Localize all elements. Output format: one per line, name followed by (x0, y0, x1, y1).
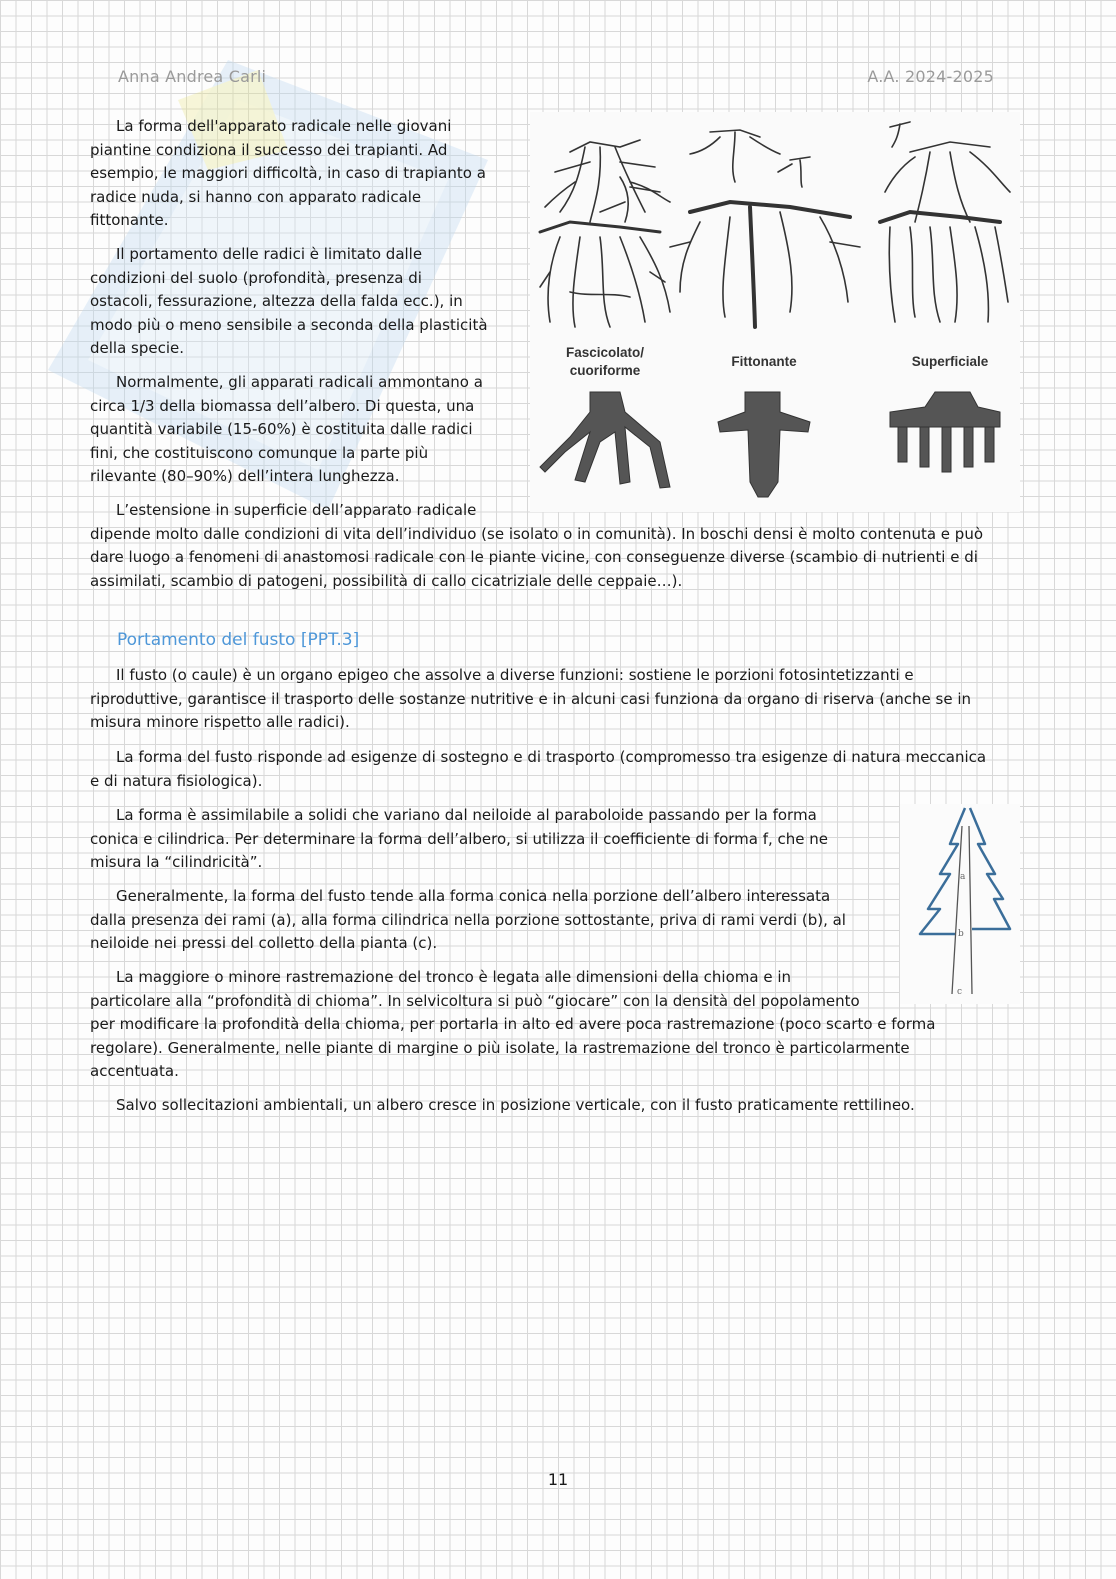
paragraph-10: Salvo sollecitazioni ambientali, un albero cresce in posizione verticale, con il fusto praticamente rettilineo. (116, 1096, 915, 1114)
tree-shape-figure (900, 804, 1020, 1004)
root-sketch-4 (778, 157, 810, 187)
paragraph-8: Generalmente, la forma del fusto tende alla forma conica nella porzione dell’albero interessata dalla presenza dei rami (a), alla forma cilindrica nella porzione sottostante, priva di rami verdi (b), al neiloide nei pressi del colletto della pianta (c). (90, 887, 846, 953)
paragraph-4: L’estensione in superficie dell’apparato radicale dipende molto dalle condizioni di vita dell’individuo (se isolato o in comunità). In boschi densi è molto contenuta e può dare luogo a fenomeni di anastomosi radicale con le piante vicine, con conseguenze diverse (scambio di nutrienti e di assimilati, scambio di patogeni, possibilità di callo cicatriziale delle ceppaie…). (90, 501, 984, 590)
section-heading: Portamento del fusto [PPT.3] (117, 630, 360, 650)
root-sketch-superficiale (880, 212, 1008, 322)
root-sketch-5 (885, 122, 1010, 222)
header-author: Anna Andrea Carli (118, 67, 267, 86)
label-cuoriforme: cuoriforme (569, 363, 641, 378)
paragraph-6: La forma del fusto risponde ad esigenze di sostegno e di trasporto (compromesso tra esigenze di natura meccanica e di natura fisiologica). (90, 748, 987, 790)
paragraph-7: La forma è assimilabile a solidi che variano dal neiloide al paraboloide passando per la forma conica e cilindrica. Per determinare la forma dell’albero, si utilizza il coefficiente di forma f, che ne misura la “cilindricità”. (90, 806, 829, 872)
page-number: 11 (547, 1470, 569, 1489)
root-schematics (540, 392, 1000, 497)
schematic-fittonante (718, 392, 810, 497)
tree-label-a: a (960, 872, 966, 882)
header-year: A.A. 2024-2025 (867, 67, 994, 86)
root-types-figure (530, 112, 1020, 512)
root-types-illustration (530, 112, 1020, 512)
label-fascicolato: Fascicolato/ (565, 345, 645, 360)
paragraph-3: Normalmente, gli apparati radicali ammontano a circa 1/3 della biomassa dell’albero. Di questa, una quantità variabile (15-60%) è costituita dalle radici fini, che costituiscono comunque la parte più rilevante (80–90%) dell’intera lunghezza. (90, 373, 483, 486)
paragraph-1: La forma dell'apparato radicale nelle giovani piantine condiziona il successo dei trapianti. Ad esempio, le maggiori difficoltà, in caso di trapianto a radice nuda, si hanno con apparato radicale fittonante. (90, 117, 486, 230)
root-sketch-fascicolato (540, 222, 670, 327)
paragraph-5: Il fusto (o caule) è un organo epigeo che assolve a diverse funzioni: sostiene le porzioni fotosintetizzanti e riproduttive, garantisce il trasporto delle sostanze nutritive e in alcuni casi funziona da organo di riserva (anche se in misura minore rispetto alle radici). (90, 666, 972, 732)
root-sketch-2 (600, 177, 660, 222)
paragraph-9: La maggiore o minore rastremazione del tronco è legata alle dimensioni della chioma e in particolare alla “profondità di chioma”. In selvicoltura si può “giocare” con la densità del popolamento per modificare la profondità della chioma, per portarla in alto ed avere poca rastremazione (poco scarto e forma regolare). Generalmente, nelle piante di margine o più isolate, la rastremazione del tronco è particolarmente accentuata. (90, 968, 936, 1081)
label-superficiale: Superficiale (911, 354, 989, 369)
root-sketch-3 (690, 130, 780, 182)
schematic-superficiale (890, 392, 1000, 472)
tree-label-b: b (958, 929, 964, 939)
label-fittonante: Fittonante (731, 354, 797, 369)
tree-label-c: c (957, 987, 963, 997)
tree-shape-illustration (900, 804, 1020, 1004)
paragraph-2: Il portamento delle radici è limitato dalle condizioni del suolo (profondità, presenza di ostacoli, fessurazione, altezza della falda ecc.), in modo più o meno sensibile a seconda della plasticità della specie. (90, 245, 488, 358)
schematic-fascicolato (540, 392, 670, 488)
root-sketch-fittonante (670, 202, 860, 327)
